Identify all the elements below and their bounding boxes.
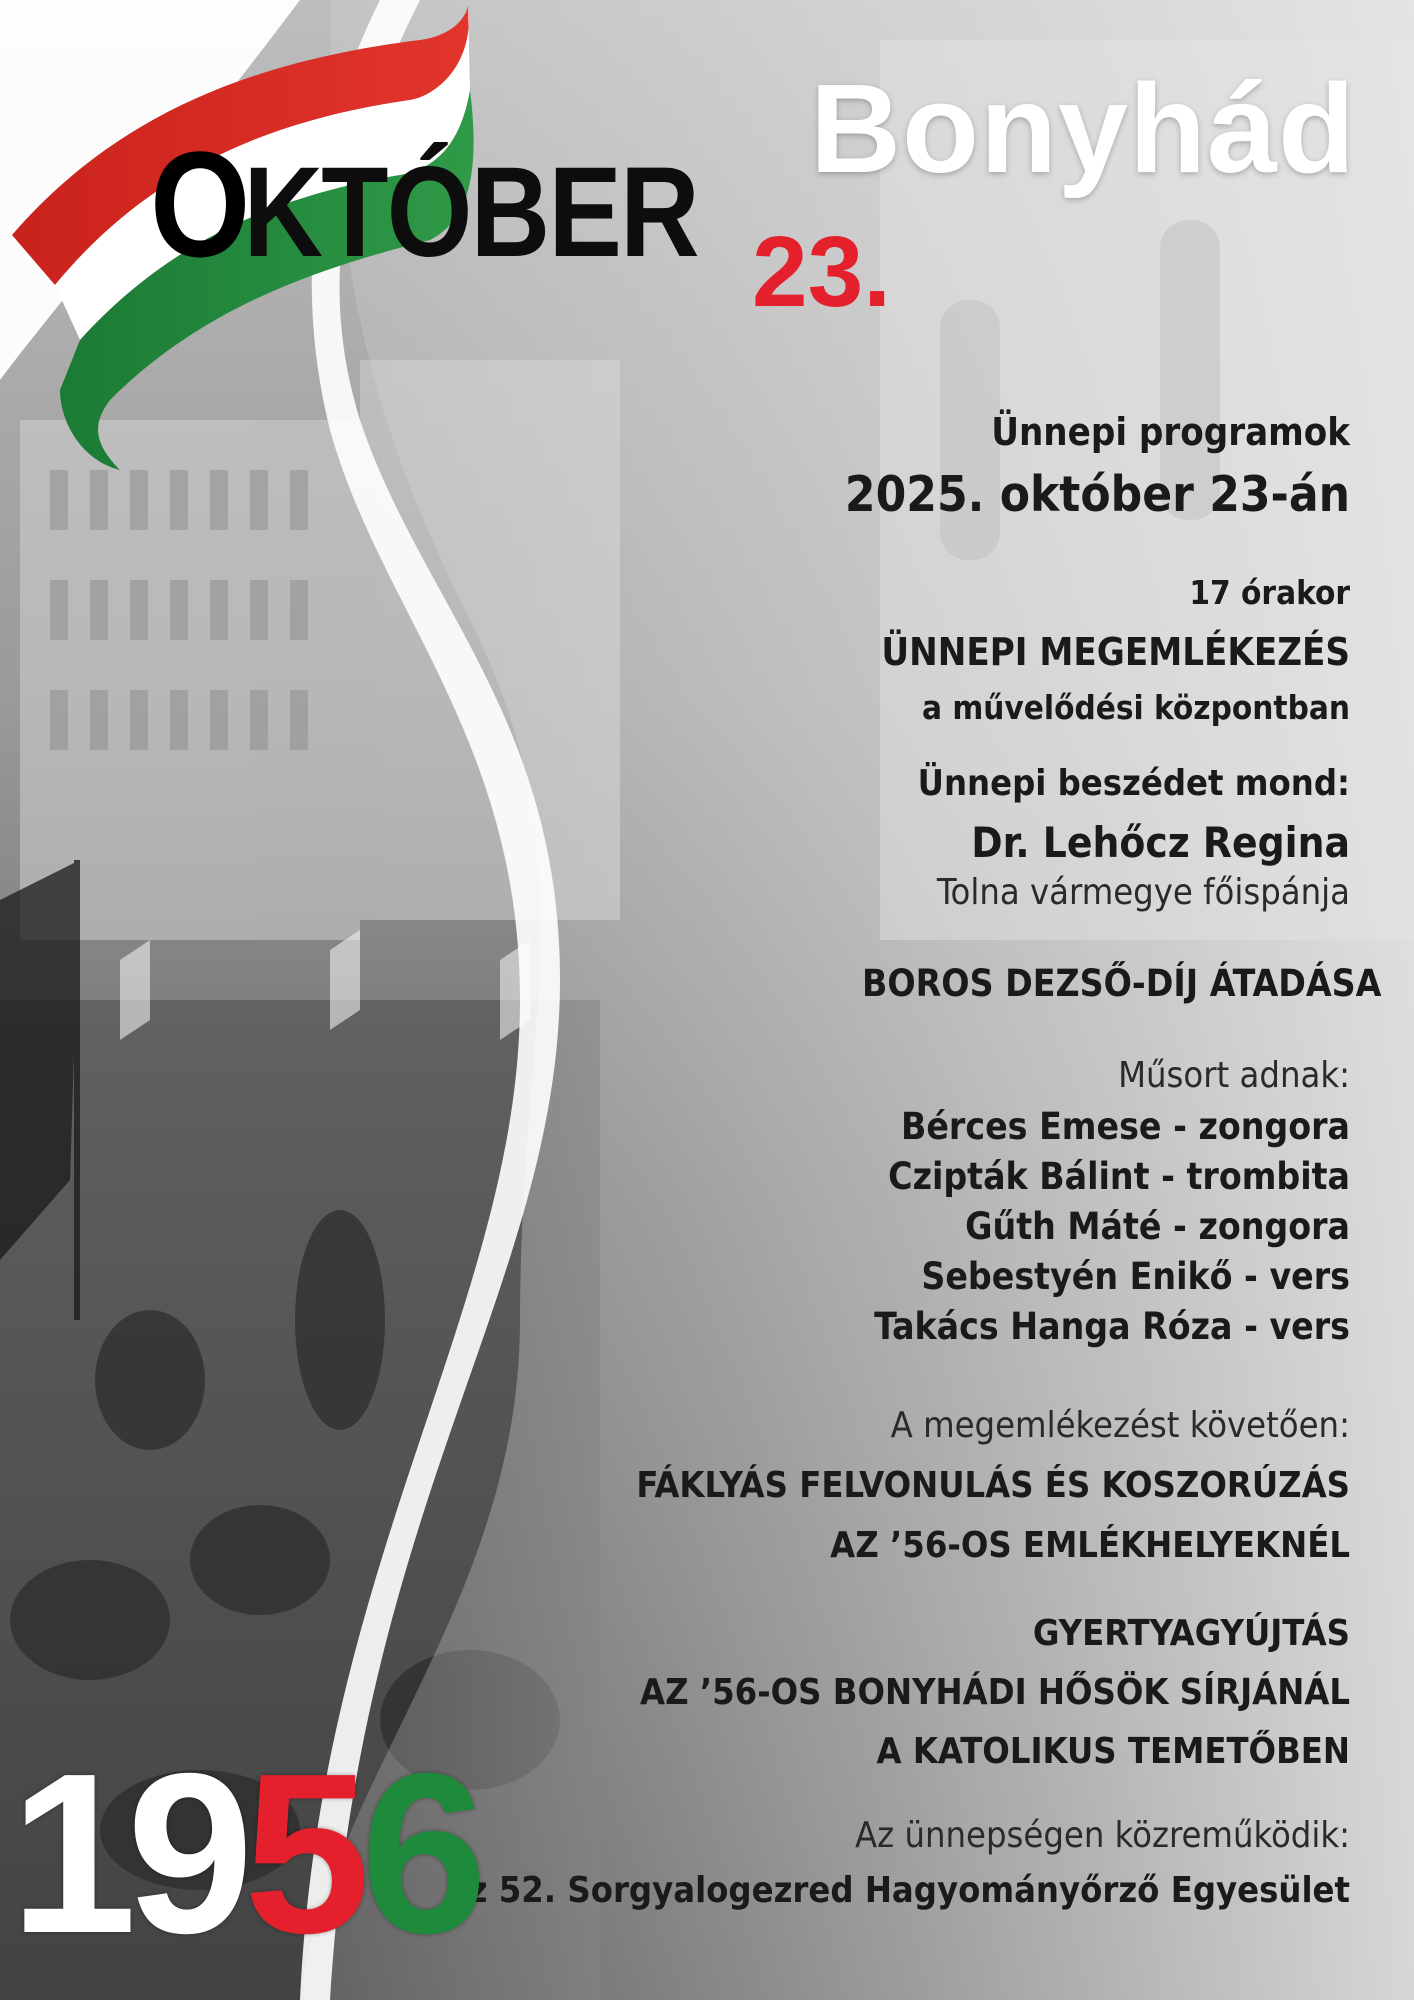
award-title: BOROS DEZSŐ-DÍJ ÁTADÁSA (862, 962, 1382, 1005)
performer-item: Bérces Emese - zongora (900, 1105, 1350, 1148)
performer-item: Gűth Máté - zongora (965, 1205, 1350, 1248)
after-label: A megemlékezést követően: (890, 1405, 1350, 1446)
heroes-graves: AZ ’56-OS BONYHÁDI HŐSÖK SÍRJÁNÁL (640, 1672, 1350, 1713)
day-number: 23. (752, 216, 892, 328)
torch-procession: FÁKLYÁS FELVONULÁS ÉS KOSZORÚZÁS (636, 1465, 1350, 1506)
year-digit: 6 (360, 1727, 478, 1981)
memorial-sites: AZ ’56-OS EMLÉKHELYEKNÉL (830, 1525, 1350, 1566)
speaker-name: Dr. Lehőcz Regina (971, 818, 1350, 867)
year-digit: 1 (10, 1727, 127, 1981)
performer-item: Takács Hanga Róza - vers (874, 1305, 1350, 1348)
year-digit: 5 (243, 1727, 361, 1981)
year-1956 (10, 1727, 478, 1981)
ceremony-name: ÜNNEPI MEGEMLÉKEZÉS (881, 630, 1350, 674)
event-date: 2025. október 23-án (844, 466, 1350, 523)
month-first-letter: O (150, 120, 249, 288)
performer-item: Czipták Bálint - trombita (888, 1155, 1350, 1198)
candle-lighting: GYERTYAGYÚJTÁS (1032, 1613, 1350, 1654)
performer-item: Sebestyén Enikő - vers (921, 1255, 1350, 1298)
programs-title: Ünnepi programok (991, 410, 1350, 454)
speech-label: Ünnepi beszédet mond: (917, 763, 1350, 804)
ceremony-venue: a művelődési központban (921, 688, 1350, 727)
performers-label: Műsort adnak: (1118, 1055, 1350, 1096)
year-digit: 9 (126, 1727, 244, 1981)
contributor-label: Az ünnepségen közreműködik: (855, 1815, 1350, 1856)
speaker-title: Tolna vármegye főispánja (936, 872, 1350, 913)
catholic-cemetery: A KATOLIKUS TEMETŐBEN (876, 1731, 1350, 1772)
month-rest: KTÓBER (243, 141, 698, 284)
ceremony-time: 17 órakor (1189, 573, 1350, 612)
month-title (150, 118, 698, 291)
contributor-name: az 52. Sorgyalogezred Hagyományőrző Egyesület (446, 1870, 1350, 1911)
city-name: Bonyhád (809, 58, 1356, 199)
